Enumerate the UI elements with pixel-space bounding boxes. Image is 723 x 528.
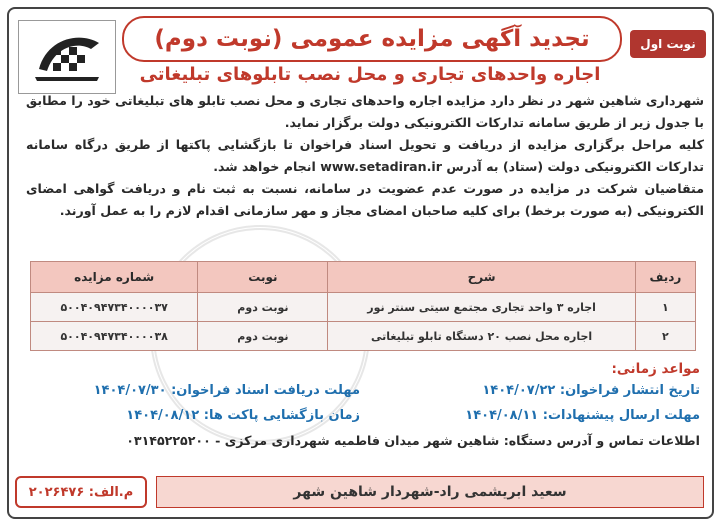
body-paragraph-3: متقاضیان شرکت در مزایده در صورت عدم عضویت در سامانه، نسبت به ثبت نام و دریافت گواهی امضای الکترونیکی (به صورت برخط) برای کلیه صاحبان امضای مجاز و مهر سازمانی اقدام لازم را به عمل آورند. [26, 181, 704, 218]
notice-subtitle: اجاره واحدهای تجاری و محل نصب تابلوهای تبلیغاتی [139, 64, 601, 85]
submit-deadline-label: مهلت ارسال پیشنهادات: [542, 408, 700, 423]
dates-title: مواعد زمانی: [611, 361, 700, 377]
publish-date-label: تاریخ انتشار فراخوان: [559, 383, 700, 398]
table-row [31, 322, 696, 351]
opening-time-label: زمان بازگشایی پاکت ها: [203, 408, 360, 423]
submit-deadline [395, 408, 700, 423]
opening-time-value: ۱۴۰۴/۰۸/۱۲ [126, 408, 200, 423]
auction-table [30, 261, 696, 351]
cell-sharh: اجاره محل نصب ۲۰ دستگاه تابلو تبلیغاتی [328, 322, 635, 351]
setad-url-link[interactable]: www.setadiran.ir [320, 159, 442, 174]
body-paragraph-1: شهرداری شاهین شهر در نظر دارد مزایده اجاره واحدهای تجاری و محل نصب تابلو های تبلیغاتی خود را مطابق با جدول زیر از طریق سامانه تدارکات الکترونیکی دولت برگزار نماید. [26, 93, 704, 130]
receive-deadline-label: مهلت دریافت اسناد فراخوان: [171, 383, 360, 398]
body-paragraph-2-start: کلیه مراحل برگزاری مزایده از دریافت و تحویل اسناد فراخوان تا بازگشایی پاکتها از طریق درگاه سامانه تدارکات الکترونیکی دولت (ستاد) به آدرس [26, 137, 704, 174]
opening-time [30, 408, 360, 423]
cell-nobat: نوبت دوم [198, 322, 328, 351]
table-row [31, 293, 696, 322]
receive-deadline [30, 383, 360, 398]
publish-date-value: ۱۴۰۴/۰۷/۲۲ [482, 383, 556, 398]
contact-info: اطلاعات تماس و آدرس دستگاه: شاهین شهر میدان فاطمیه شهرداری مرکزی - ۰۳۱۴۵۲۲۵۲۰۰ [126, 433, 700, 448]
cell-sharh: اجاره ۳ واحد تجاری مجتمع سیتی سنتر نور [328, 293, 635, 322]
cell-shomare: ۵۰۰۴۰۹۴۷۳۴۰۰۰۰۳۸ [31, 322, 198, 351]
notice-body [26, 90, 704, 222]
cell-shomare: ۵۰۰۴۰۹۴۷۳۴۰۰۰۰۳۷ [31, 293, 198, 322]
body-paragraph-2-end: انجام خواهد شد. [213, 159, 321, 174]
signature-band [156, 476, 704, 508]
header-shomare: شماره مزایده [31, 262, 198, 293]
reference-number: م.الف: ۲۰۲۶۴۷۶ [28, 484, 134, 500]
body-paragraph-2 [26, 134, 704, 178]
header-sharh: شرح [328, 262, 635, 293]
cell-radif: ۱ [635, 293, 695, 322]
reference-number-box [15, 476, 147, 508]
nobat-badge: نوبت اول [630, 30, 706, 58]
header-radif: ردیف [635, 262, 695, 293]
municipality-logo-icon [18, 20, 116, 94]
cell-radif: ۲ [635, 322, 695, 351]
table-header-row [31, 262, 696, 293]
publish-date [395, 383, 700, 398]
notice-header [122, 16, 622, 62]
submit-deadline-value: ۱۴۰۴/۰۸/۱۱ [465, 408, 539, 423]
cell-nobat: نوبت دوم [198, 293, 328, 322]
header-nobat: نوبت [198, 262, 328, 293]
receive-deadline-value: ۱۴۰۴/۰۷/۳۰ [93, 383, 167, 398]
signature-text: سعید ابریشمی راد-شهردار شاهین شهر [293, 484, 567, 500]
notice-title: تجدید آگهی مزایده عمومی (نوبت دوم) [154, 26, 590, 52]
